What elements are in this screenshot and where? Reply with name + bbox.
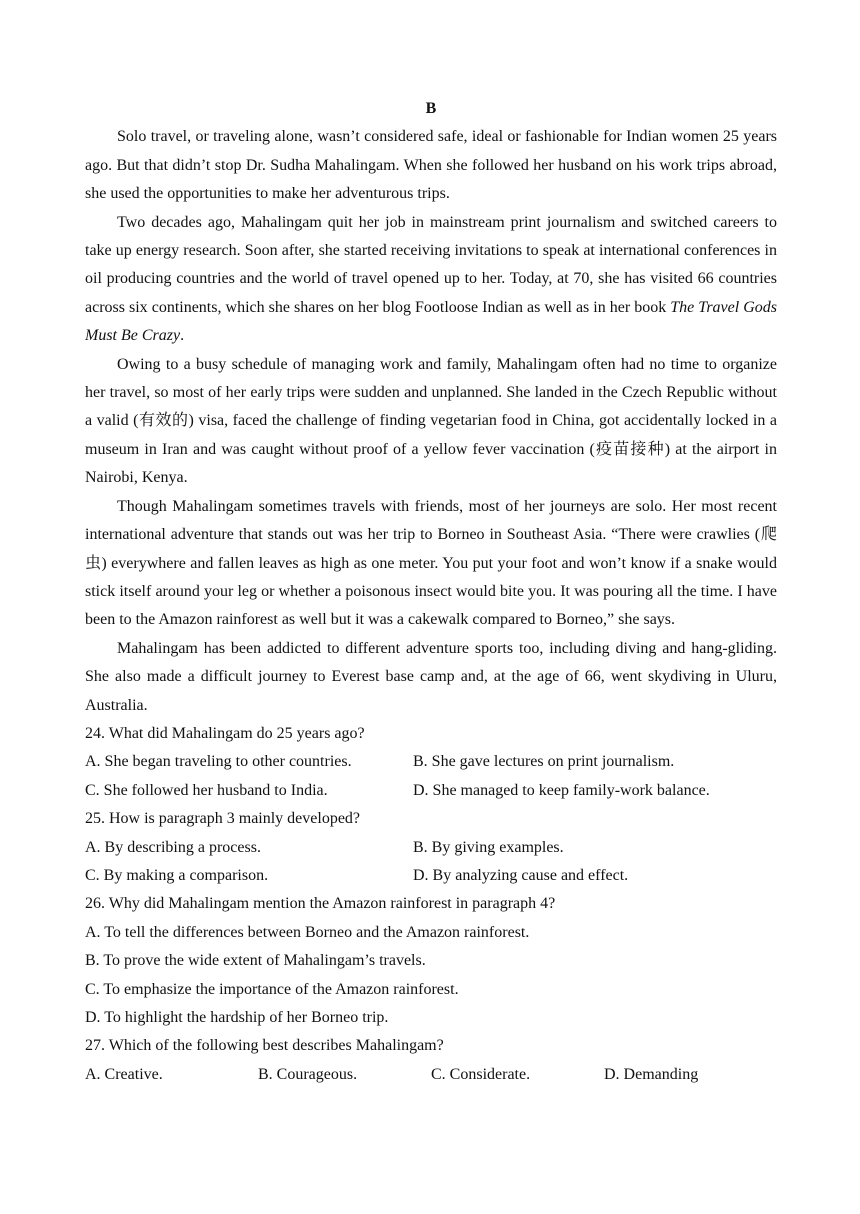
question-27	[85, 1032, 777, 1089]
book-title: The Travel Gods Must Be Crazy	[85, 298, 778, 345]
option-a: A. She began traveling to other countries.	[85, 753, 352, 771]
question-26	[85, 890, 777, 1032]
option-a: A. To tell the differences between Borneo and the Amazon rainforest.	[85, 923, 530, 941]
option-c: C. By making a comparison.	[85, 866, 269, 884]
option-b: B. Courageous.	[258, 1065, 358, 1083]
option-a: A. Creative.	[85, 1065, 163, 1083]
option-b: B. She gave lectures on print journalism.	[413, 753, 675, 771]
paragraph-5: Mahalingam has been addicted to different adventure sports too, including diving and hang-gliding. She also made a difficult journey to Everest base camp and, at the age of 66, went skydiving in Uluru, Australia.	[85, 639, 777, 714]
option-list	[85, 1061, 777, 1089]
reading-section	[85, 95, 777, 1089]
option-c: C. She followed her husband to India.	[85, 781, 328, 799]
question-25	[85, 805, 777, 890]
question-stem: 24. What did Mahalingam do 25 years ago?	[85, 724, 365, 742]
option-a: A. By describing a process.	[85, 838, 261, 856]
passage	[85, 123, 777, 720]
option-list	[85, 748, 777, 805]
paragraph-3: Owing to a busy schedule of managing work and family, Mahalingam often had no time to organize her travel, so most of her early trips were sudden and unplanned. She landed in the Czech Republic without a valid (有效的) visa, faced the challenge of finding vegetarian food in China, got accidentally locked in a museum in Iran and was caught without proof of a yellow fever vaccination (疫苗接种) at the airport in Nairobi, Kenya.	[85, 355, 777, 487]
option-d: D. Demanding	[604, 1065, 699, 1083]
option-c: C. To emphasize the importance of the Amazon rainforest.	[85, 980, 459, 998]
paragraph-1: Solo travel, or traveling alone, wasn’t considered safe, ideal or fashionable for Indian women 25 years ago. But that didn’t stop Dr. Sudha Mahalingam. When she followed her husband on his work trips abroad, she used the opportunities to make her adventurous trips.	[85, 128, 777, 203]
question-stem: 26. Why did Mahalingam mention the Amazon rainforest in paragraph 4?	[85, 895, 556, 913]
option-c: C. Considerate.	[431, 1065, 531, 1083]
option-d: D. By analyzing cause and effect.	[413, 866, 629, 884]
paragraph-2: Two decades ago, Mahalingam quit her job in mainstream print journalism and switched careers to take up energy research. Soon after, she started receiving invitations to speak at international conferences in oil producing countries and the world of travel opened up to her. Today, at 70, she has visited 66 countries across six continents, which she shares on her blog Footloose Indian as well as in her book The Travel Gods Must Be Crazy.	[85, 213, 778, 345]
option-b: B. By giving examples.	[413, 838, 564, 856]
question-24	[85, 720, 777, 805]
question-stem: 25. How is paragraph 3 mainly developed?	[85, 810, 361, 828]
option-list	[85, 834, 777, 891]
option-d: D. To highlight the hardship of her Borneo trip.	[85, 1009, 389, 1026]
paragraph-4: Though Mahalingam sometimes travels with friends, most of her journeys are solo. Her most recent international adventure that stands out was her trip to Borneo in Southeast Asia. “There were crawlies (爬虫) everywhere and fallen leaves as high as one meter. You put your foot and won’t know if a snake would stick itself around your leg or whether a poisonous insect would bite you. It was pouring all the time. I have been to the Amazon rainforest as well but it was a cakewalk compared to Borneo,” she says.	[85, 497, 778, 629]
option-d: D. She managed to keep family-work balance.	[413, 781, 710, 799]
option-b: B. To prove the wide extent of Mahalingam’s travels.	[85, 952, 426, 970]
section-label: B	[425, 100, 437, 117]
question-stem: 27. Which of the following best describes Mahalingam?	[85, 1037, 444, 1055]
option-list	[85, 919, 777, 1033]
